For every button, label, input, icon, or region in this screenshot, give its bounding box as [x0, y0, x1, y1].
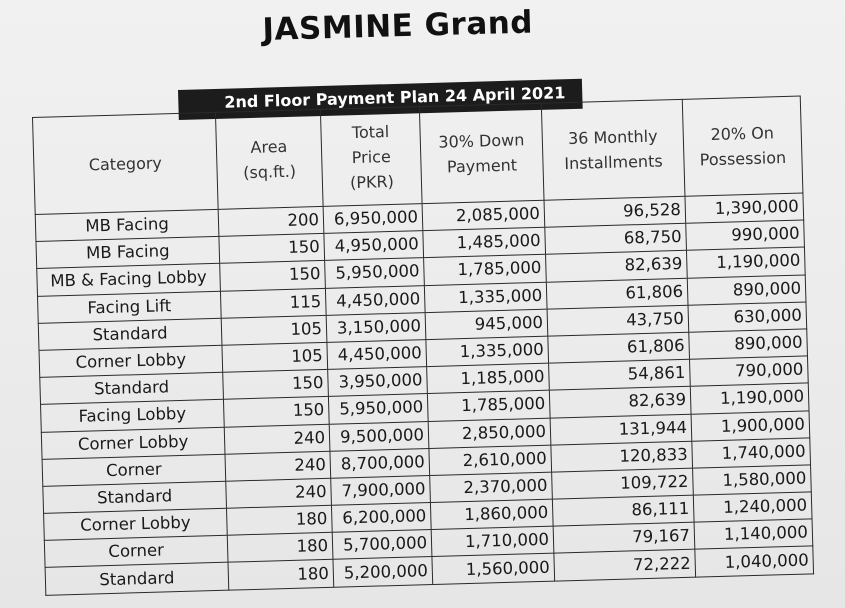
cell-area: 180 [227, 505, 333, 535]
cell-on-possession: 630,000 [688, 302, 807, 332]
cell-monthly-installment: 131,944 [550, 414, 692, 445]
cell-down-payment: 2,370,000 [430, 472, 553, 503]
cell-monthly-installment: 96,528 [544, 196, 686, 227]
header-total-price: Total Price (PKR) [320, 107, 422, 207]
cell-monthly-installment: 61,806 [548, 332, 690, 363]
cell-down-payment: 2,085,000 [422, 200, 545, 231]
cell-on-possession: 1,190,000 [690, 383, 809, 413]
cell-on-possession: 890,000 [687, 275, 806, 305]
cell-monthly-installment: 82,639 [546, 251, 688, 282]
cell-monthly-installment: 43,750 [547, 305, 689, 336]
cell-area: 150 [220, 261, 326, 291]
cell-on-possession: 1,390,000 [685, 193, 804, 223]
cell-total-price: 5,950,000 [325, 258, 425, 288]
cell-category: MB Facing [35, 209, 219, 241]
payment-plan-table [32, 96, 814, 596]
cell-monthly-installment: 72,222 [554, 550, 696, 581]
cell-down-payment: 1,335,000 [426, 336, 549, 367]
cell-total-price: 5,200,000 [333, 557, 433, 587]
cell-area: 105 [222, 342, 328, 372]
cell-total-price: 5,950,000 [328, 394, 428, 424]
cell-total-price: 6,950,000 [323, 204, 423, 234]
cell-on-possession: 790,000 [690, 356, 809, 386]
cell-category: Corner Lobby [41, 427, 225, 459]
cell-category: Standard [40, 372, 224, 404]
cell-total-price: 9,500,000 [329, 421, 429, 451]
cell-area: 150 [223, 369, 329, 399]
cell-down-payment: 1,785,000 [427, 390, 550, 421]
cell-total-price: 8,700,000 [330, 448, 430, 478]
cell-total-price: 5,700,000 [332, 530, 432, 560]
cell-on-possession: 990,000 [686, 220, 805, 250]
cell-area: 150 [219, 234, 325, 264]
cell-area: 240 [225, 451, 331, 481]
cell-total-price: 6,200,000 [331, 503, 431, 533]
cell-area: 240 [226, 478, 332, 508]
cell-area: 200 [218, 206, 324, 236]
cell-down-payment: 2,610,000 [429, 445, 552, 476]
cell-total-price: 4,950,000 [324, 231, 424, 261]
header-on-possession: 20% On Possession [682, 96, 803, 196]
cell-down-payment: 1,485,000 [423, 227, 546, 258]
cell-monthly-installment: 86,111 [552, 495, 694, 526]
cell-on-possession: 1,740,000 [692, 438, 811, 468]
cell-category: Standard [38, 318, 222, 350]
cell-on-possession: 1,140,000 [694, 519, 813, 549]
cell-area: 180 [228, 560, 334, 590]
cell-monthly-installment: 109,722 [552, 468, 694, 499]
cell-category: Corner [44, 535, 228, 567]
cell-down-payment: 1,785,000 [424, 255, 547, 286]
cell-on-possession: 1,240,000 [693, 492, 812, 522]
cell-on-possession: 1,190,000 [686, 247, 805, 277]
cell-category: Standard [43, 481, 227, 513]
cell-down-payment: 1,860,000 [430, 499, 553, 530]
cell-total-price: 4,450,000 [327, 340, 427, 370]
header-area: Area (sq.ft.) [215, 109, 323, 209]
header-down-payment: 30% Down Payment [419, 103, 544, 203]
cell-on-possession: 1,040,000 [695, 546, 814, 576]
cell-monthly-installment: 61,806 [546, 278, 688, 309]
cell-category: MB Facing [36, 237, 220, 269]
cell-area: 180 [227, 533, 333, 563]
cell-down-payment: 2,850,000 [428, 418, 551, 449]
cell-total-price: 3,150,000 [326, 312, 426, 342]
payment-plan-table-wrapper [32, 96, 814, 596]
cell-area: 105 [221, 315, 327, 345]
cell-monthly-installment: 54,861 [549, 359, 691, 390]
cell-total-price: 4,450,000 [325, 285, 425, 315]
cell-down-payment: 1,335,000 [424, 282, 547, 313]
cell-category: Corner [42, 454, 226, 486]
cell-total-price: 7,900,000 [331, 475, 431, 505]
cell-down-payment: 1,710,000 [431, 526, 554, 557]
cell-down-payment: 1,185,000 [427, 363, 550, 394]
cell-area: 115 [220, 288, 326, 318]
cell-category: Standard [45, 563, 229, 595]
cell-total-price: 3,950,000 [328, 367, 428, 397]
cell-category: Facing Lobby [41, 400, 225, 432]
cell-monthly-installment: 120,833 [551, 441, 693, 472]
cell-area: 150 [223, 397, 329, 427]
header-monthly-installments: 36 Monthly Installments [541, 99, 685, 200]
cell-category: Facing Lift [37, 291, 221, 323]
cell-category: Corner Lobby [39, 345, 223, 377]
plan-banner-text: 2nd Floor Payment Plan 24 April 2021 [224, 83, 566, 112]
cell-monthly-installment: 82,639 [549, 387, 691, 418]
document-title: JASMINE Grand [262, 4, 534, 48]
cell-down-payment: 945,000 [425, 309, 548, 340]
cell-on-possession: 1,580,000 [693, 465, 812, 495]
cell-category: MB & Facing Lobby [37, 264, 221, 296]
header-category: Category [33, 112, 219, 214]
cell-area: 240 [224, 424, 330, 454]
cell-monthly-installment: 79,167 [553, 522, 695, 553]
cell-down-payment: 1,560,000 [432, 554, 555, 585]
cell-monthly-installment: 68,750 [545, 223, 687, 254]
cell-on-possession: 1,900,000 [691, 410, 810, 440]
cell-category: Corner Lobby [44, 508, 228, 540]
cell-on-possession: 890,000 [689, 329, 808, 359]
